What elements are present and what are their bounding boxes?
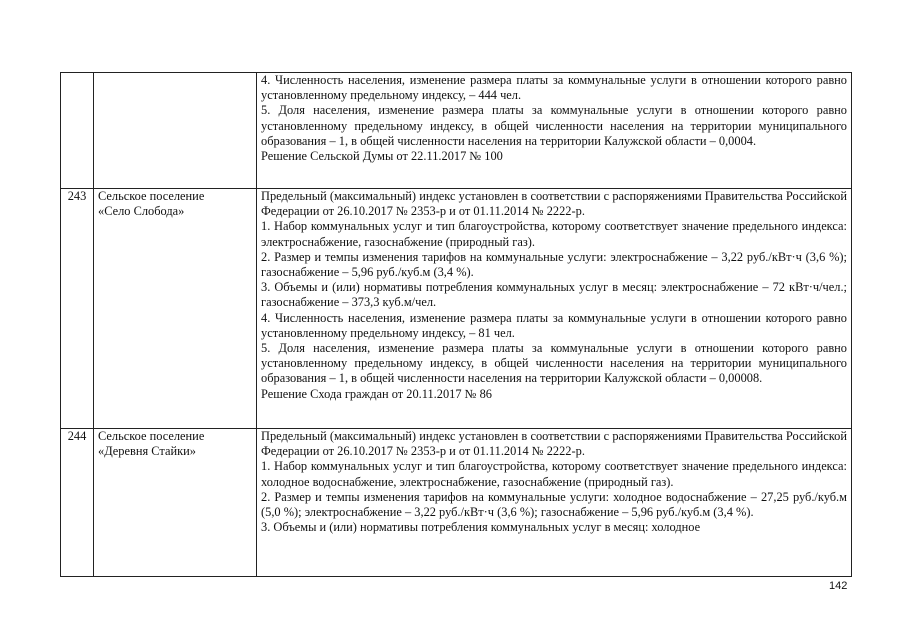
paragraph: 1. Набор коммунальных услуг и тип благоустройства, которому соответствует значение предельного индекса: холодное водоснабжение, электроснабжение, газоснабжение (природный газ). [261, 459, 847, 489]
settlement-name: Сельское поселение «Село Слобода» [94, 189, 257, 429]
table-row [61, 73, 852, 189]
row-number: 243 [61, 189, 94, 429]
settlement-name: Сельское поселение «Деревня Стайки» [94, 429, 257, 577]
page-number: 142 [829, 580, 848, 592]
paragraph: 5. Доля населения, изменение размера платы за коммунальные услуги в отношении которого равно установленному предельному индексу, в общей численности населения на территории муниципального образования – 1, в общей численности населения на территории Калужской области – 0,00008. [261, 341, 847, 386]
paragraph: 5. Доля населения, изменение размера платы за коммунальные услуги в отношении которого равно установленному предельному индексу, в общей численности населения на территории муниципального образования – 1, в общей численности населения на территории Калужской области – 0,0004. [261, 103, 847, 148]
table-row [61, 189, 852, 429]
paragraph: 4. Численность населения, изменение размера платы за коммунальные услуги в отношении которого равно установленному предельному индексу, – 81 чел. [261, 310, 847, 340]
table-row [61, 429, 852, 577]
paragraph: 3. Объемы и (или) нормативы потребления коммунальных услуг в месяц: электроснабжение – 72 кВт·ч/чел.; газоснабжение – 373,3 куб.м/чел. [261, 280, 847, 310]
paragraph: 4. Численность населения, изменение размера платы за коммунальные услуги в отношении которого равно установленному предельному индексу, – 444 чел. [261, 73, 847, 103]
paragraph: 2. Размер и темпы изменения тарифов на коммунальные услуги: электроснабжение – 3,22 руб./кВт·ч (3,6 %); газоснабжение – 5,96 руб./куб.м (3,4 %). [261, 249, 847, 280]
paragraph: Предельный (максимальный) индекс установлен в соответствии с распоряжениями Правительства Российской Федерации от 26.10.2017 № 2353-р и от 01.11.2014 № 2222-р. [261, 189, 847, 219]
paragraph: 3. Объемы и (или) нормативы потребления коммунальных услуг в месяц: холодное [261, 520, 701, 535]
decision-reference: Решение Сельской Думы от 22.11.2017 № 100 [261, 149, 503, 164]
paragraph: Предельный (максимальный) индекс установлен в соответствии с распоряжениями Правительства Российской Федерации от 26.10.2017 № 2353-р и от 01.11.2014 № 2222-р. [261, 429, 847, 459]
row-description [257, 189, 852, 429]
row-description [257, 429, 852, 577]
tariff-table [60, 72, 852, 577]
settlement-name [94, 73, 257, 189]
row-number [61, 73, 94, 189]
decision-reference: Решение Схода граждан от 20.11.2017 № 86 [261, 386, 492, 401]
row-number: 244 [61, 429, 94, 577]
paragraph: 2. Размер и темпы изменения тарифов на коммунальные услуги: холодное водоснабжение – 27,25 руб./куб.м (5,0 %); электроснабжение – 3,22 руб./кВт·ч (3,6 %); газоснабжение – 5,96 руб./куб.м (3,4 %). [261, 489, 847, 520]
paragraph: 1. Набор коммунальных услуг и тип благоустройства, которому соответствует значение предельного индекса: электроснабжение, газоснабжение (природный газ). [261, 219, 847, 249]
row-description [257, 73, 852, 189]
